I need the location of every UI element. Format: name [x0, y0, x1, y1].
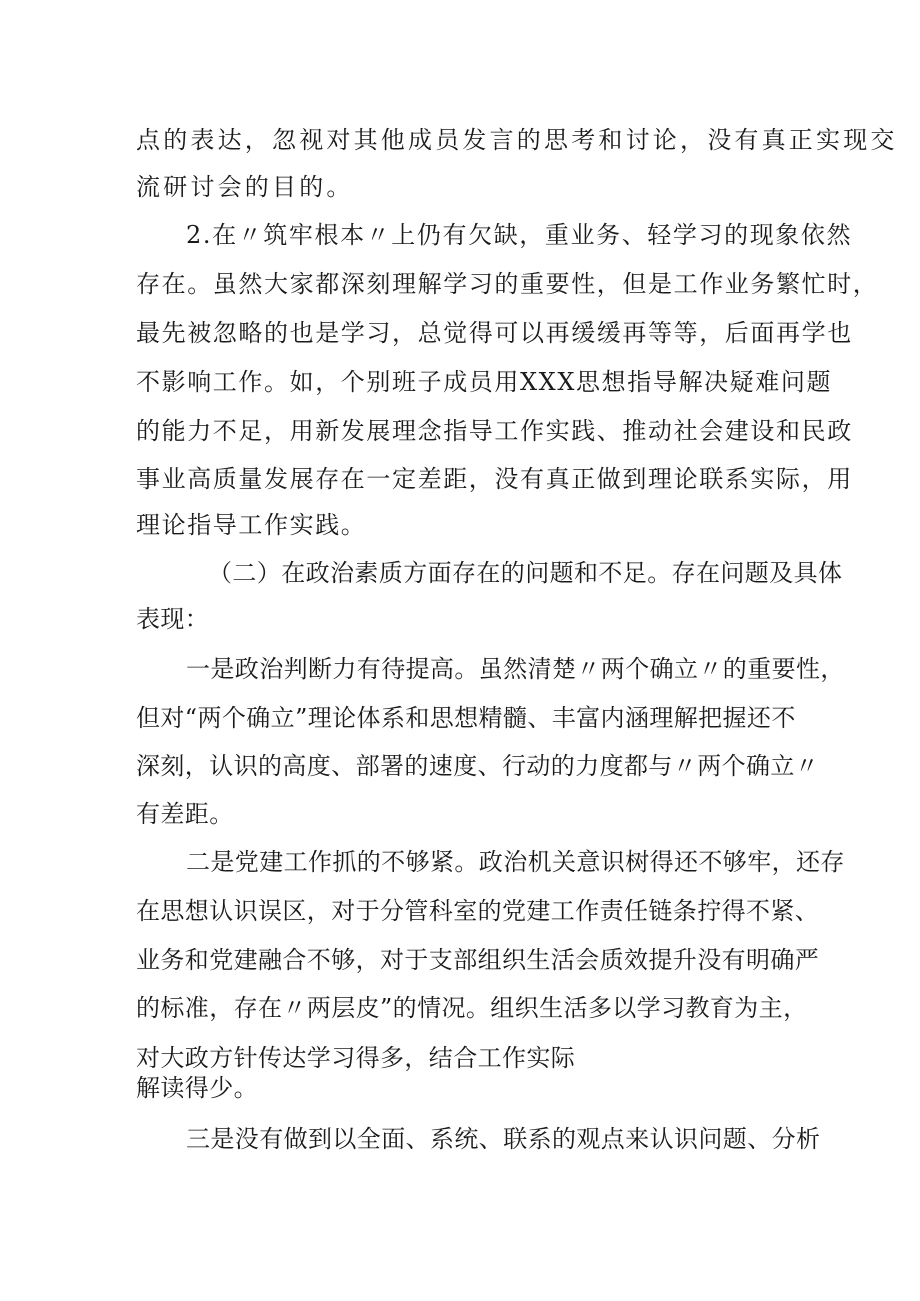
section-heading-line-2: 表现：: [136, 605, 210, 633]
section-heading-line: （二）在政治素质方面存在的问题和不足。存在问题及具体: [208, 559, 843, 587]
paragraph-line-5: 最先被忽略的也是学习，总觉得可以再缓缓再等等，后面再学也: [136, 319, 853, 347]
paragraph-line-9: 理论指导工作实践。: [136, 511, 367, 539]
paragraph-line-22: 三是没有做到以全面、系统、联系的观点来认识问题、分析: [186, 1125, 821, 1153]
paragraph-line-21: 解读得少。: [136, 1074, 258, 1102]
paragraph-line-1: 点的表达，忽视对其他成员发言的思考和讨论，没有真正实现交: [136, 126, 898, 154]
paragraph-line-4: 存在。虽然大家都深刻理解学习的重要性，但是工作业务繁忙时，: [136, 270, 879, 298]
paragraph-line-16: 二是党建工作抓的不够紧。政治机关意识树得还不够牢，还存: [186, 848, 845, 876]
paragraph-line-14: 深刻，认识的高度、部署的速度、行动的力度都与〃两个确立〃: [136, 752, 820, 780]
paragraph-line-17: 在思想认识误区，对于分管科室的党建工作责任链条拧得不紧、: [136, 897, 820, 925]
paragraph-line-8: 事业高质量发展存在一定差距，没有真正做到理论联系实际，用: [136, 465, 853, 493]
paragraph-line-6: 不影响工作。如，个别班子成员用XXX思想指导解决疑难问题: [136, 368, 833, 396]
paragraph-line-12: 一是政治判断力有待提高。虽然清楚〃两个确立〃的重要性，: [186, 655, 845, 683]
paragraph-line-19: 的标准，存在〃两层皮”的情况。组织生活多以学习教育为主，: [136, 994, 808, 1022]
paragraph-line-3: 2.在〃筑牢根本〃上仍有欠缺，重业务、轻学习的现象依然: [186, 221, 853, 249]
paragraph-line-7: 的能力不足，用新发展理念指导工作实践、推动社会建设和民政: [136, 417, 853, 445]
paragraph-line-18: 业务和党建融合不够，对于支部组织生活会质效提升没有明确严: [136, 946, 820, 974]
paragraph-line-13: 但对“两个确立”理论体系和思想精髓、丰富内涵理解把握还不: [136, 704, 796, 732]
paragraph-line-15: 有差距。: [136, 800, 234, 828]
paragraph-line-2: 流研讨会的目的。: [136, 173, 354, 201]
paragraph-line-20: 对大政方针传达学习得多，结合工作实际: [136, 1044, 576, 1072]
